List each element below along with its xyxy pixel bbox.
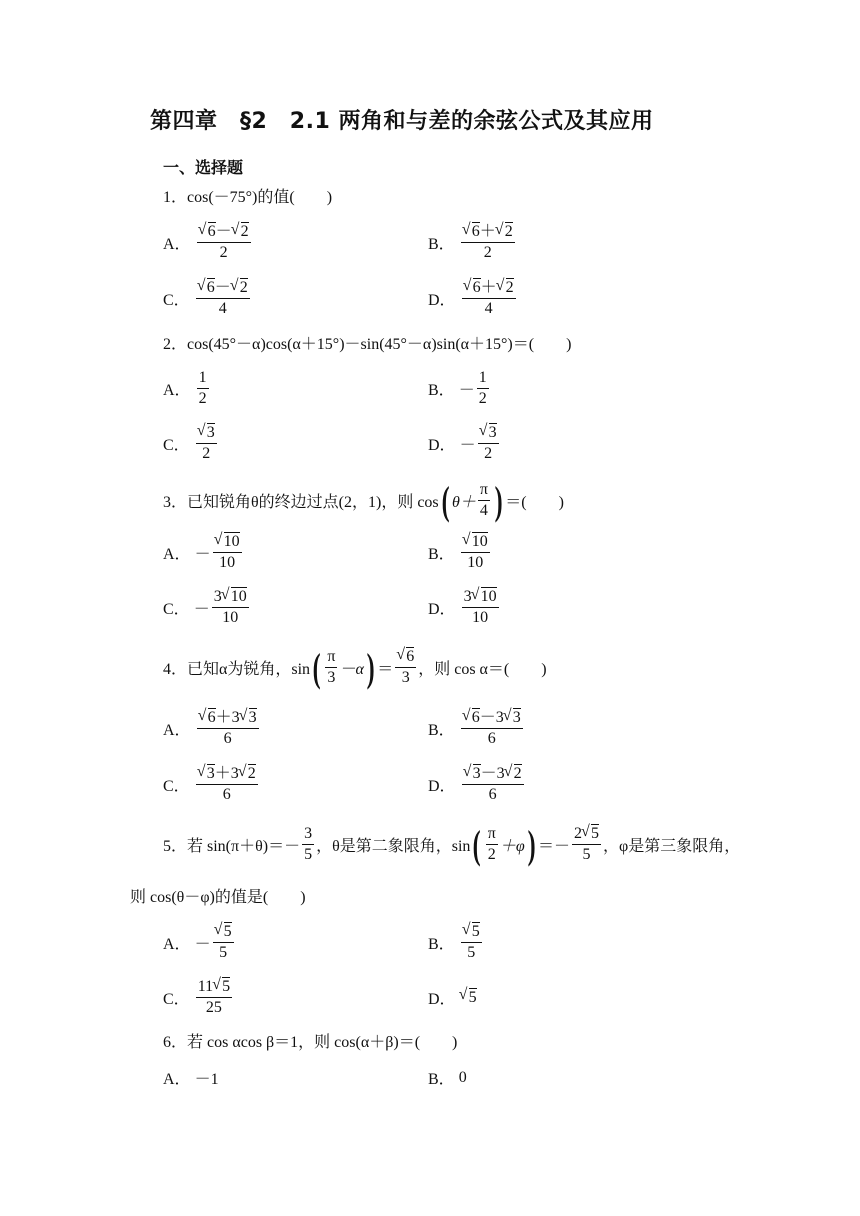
q5-option-b[interactable] [428,922,484,963]
option-label: D． [428,601,456,618]
option-label: B． [428,1071,455,1088]
q3-option-d[interactable] [428,587,501,628]
fraction: √ $\frac{3+3√ 2}{6}$ [196,764,258,805]
section-heading: 一、选择题 [163,158,244,177]
fraction: √ $\frac{6+3√ 3}{6}$ [197,708,259,749]
fraction: √ $\frac{6-√ 2}{2}$ [197,222,251,263]
q1-option-b[interactable] [428,222,517,263]
q1-option-d[interactable] [428,278,518,319]
question-1-stem: 1．cos(－75°)的值( ) [163,189,333,206]
fraction: $\frac{3√ 10}{10}$ [212,587,249,628]
fraction: √ $\frac{6-√ 2}{4}$ [196,278,250,319]
q4-option-d[interactable] [428,764,526,805]
fraction: √ $\frac{5}{5}$ [213,922,234,963]
option-label: D． [428,991,456,1008]
option-label: A． [163,382,191,399]
option-label: C． [163,778,190,795]
option-label: B． [428,722,455,739]
option-label: C． [163,437,190,454]
q2-option-c[interactable] [163,423,219,464]
option-label: A． [163,1071,191,1088]
fraction: √ $\frac{10}{10}$ [461,532,490,573]
question-6-stem: 6．若 cos αcos β＝1，则 cos(α＋β)＝( ) [163,1034,458,1051]
q4-option-b[interactable] [428,708,525,749]
option-label: C． [163,292,190,309]
option-label: D． [428,292,456,309]
option-label: B． [428,936,455,953]
fraction: $\frac{1}{2}$ [198,369,207,407]
fraction: $\frac{3√ 10}{10}$ [462,587,499,628]
sign: － [194,546,211,563]
question-5-line2: 则 cos(θ－φ)的值是( ) [130,889,306,906]
sign: － [193,601,210,618]
q5-option-a[interactable] [163,922,236,963]
fraction: √ $\frac{5}{5}$ [461,922,482,963]
q4-option-a[interactable] [163,708,261,749]
option-label: B． [428,546,455,563]
fraction: √ $\frac{3-3√ 2}{6}$ [462,764,524,805]
fraction: √ $\frac{6+√ 2}{2}$ [461,222,515,263]
question-4-stem: 4．已知α为锐角，sin ( $\frac{\pi}{3}$ －α ) ＝ √ $\frac{6}{3}$ ，则 cos α＝( ) [163,647,547,688]
sign: － [194,936,211,953]
q6-option-b[interactable] [428,1066,467,1089]
q2-option-a[interactable] [163,368,211,409]
option-label: D． [428,437,456,454]
sqrt-value: √ 5 [460,988,477,1007]
fraction: √ $\frac{10}{10}$ [213,532,242,573]
option-label: A． [163,936,191,953]
option-label: B． [428,236,455,253]
q3-option-c[interactable] [163,587,251,628]
q5-option-d[interactable] [428,986,477,1009]
option-label: C． [163,991,190,1008]
q4-option-c[interactable] [163,764,260,805]
q1-option-a[interactable] [163,222,253,263]
question-2-stem: 2．cos(45°－α)cos(α＋15°)－sin(45°－α)sin(α＋15°)＝( ) [163,336,572,353]
q3-option-b[interactable] [428,532,492,573]
option-label: A． [163,722,191,739]
fraction: √ $\frac{3}{2}$ [478,423,499,464]
fraction: √ $\frac{3}{2}$ [196,423,217,464]
option-value: －1 [194,1071,219,1088]
option-value: 0 [458,1068,467,1086]
q1-option-c[interactable] [163,278,252,319]
page-title: 第四章 §2 2.1 两角和与差的余弦公式及其应用 [150,109,654,134]
option-label: A． [163,546,191,563]
q5-option-c[interactable] [163,977,234,1018]
sign: － [459,437,476,454]
question-5-stem: 5．若 sin(π＋θ)＝－ $\frac{3}{5}$ ，θ是第二象限角，sin ( $\frac{\pi}{2}$ ＋φ ) ＝－ $\frac{2√ 5}{5}$ ，φ是第三象限角， [163,824,740,865]
q2-option-d[interactable] [428,423,501,464]
fraction: √ $\frac{6+√ 2}{4}$ [462,278,516,319]
q3-option-a[interactable] [163,532,244,573]
fraction: $\frac{11√ 5}{25}$ [196,977,232,1018]
option-label: D． [428,778,456,795]
question-3-stem: 3．已知锐角θ的终边过点(2，1)，则 cos ( θ＋ $\frac{\pi}{4}$ ) ＝( ) [163,477,564,523]
q6-option-a[interactable] [163,1066,219,1089]
option-label: C． [163,601,190,618]
q2-option-b[interactable] [428,368,491,409]
sign: － [458,382,475,399]
option-label: A． [163,236,191,253]
option-label: B． [428,382,455,399]
fraction: $\frac{1}{2}$ [478,369,487,407]
fraction: √ $\frac{6-3√ 3}{6}$ [461,708,523,749]
